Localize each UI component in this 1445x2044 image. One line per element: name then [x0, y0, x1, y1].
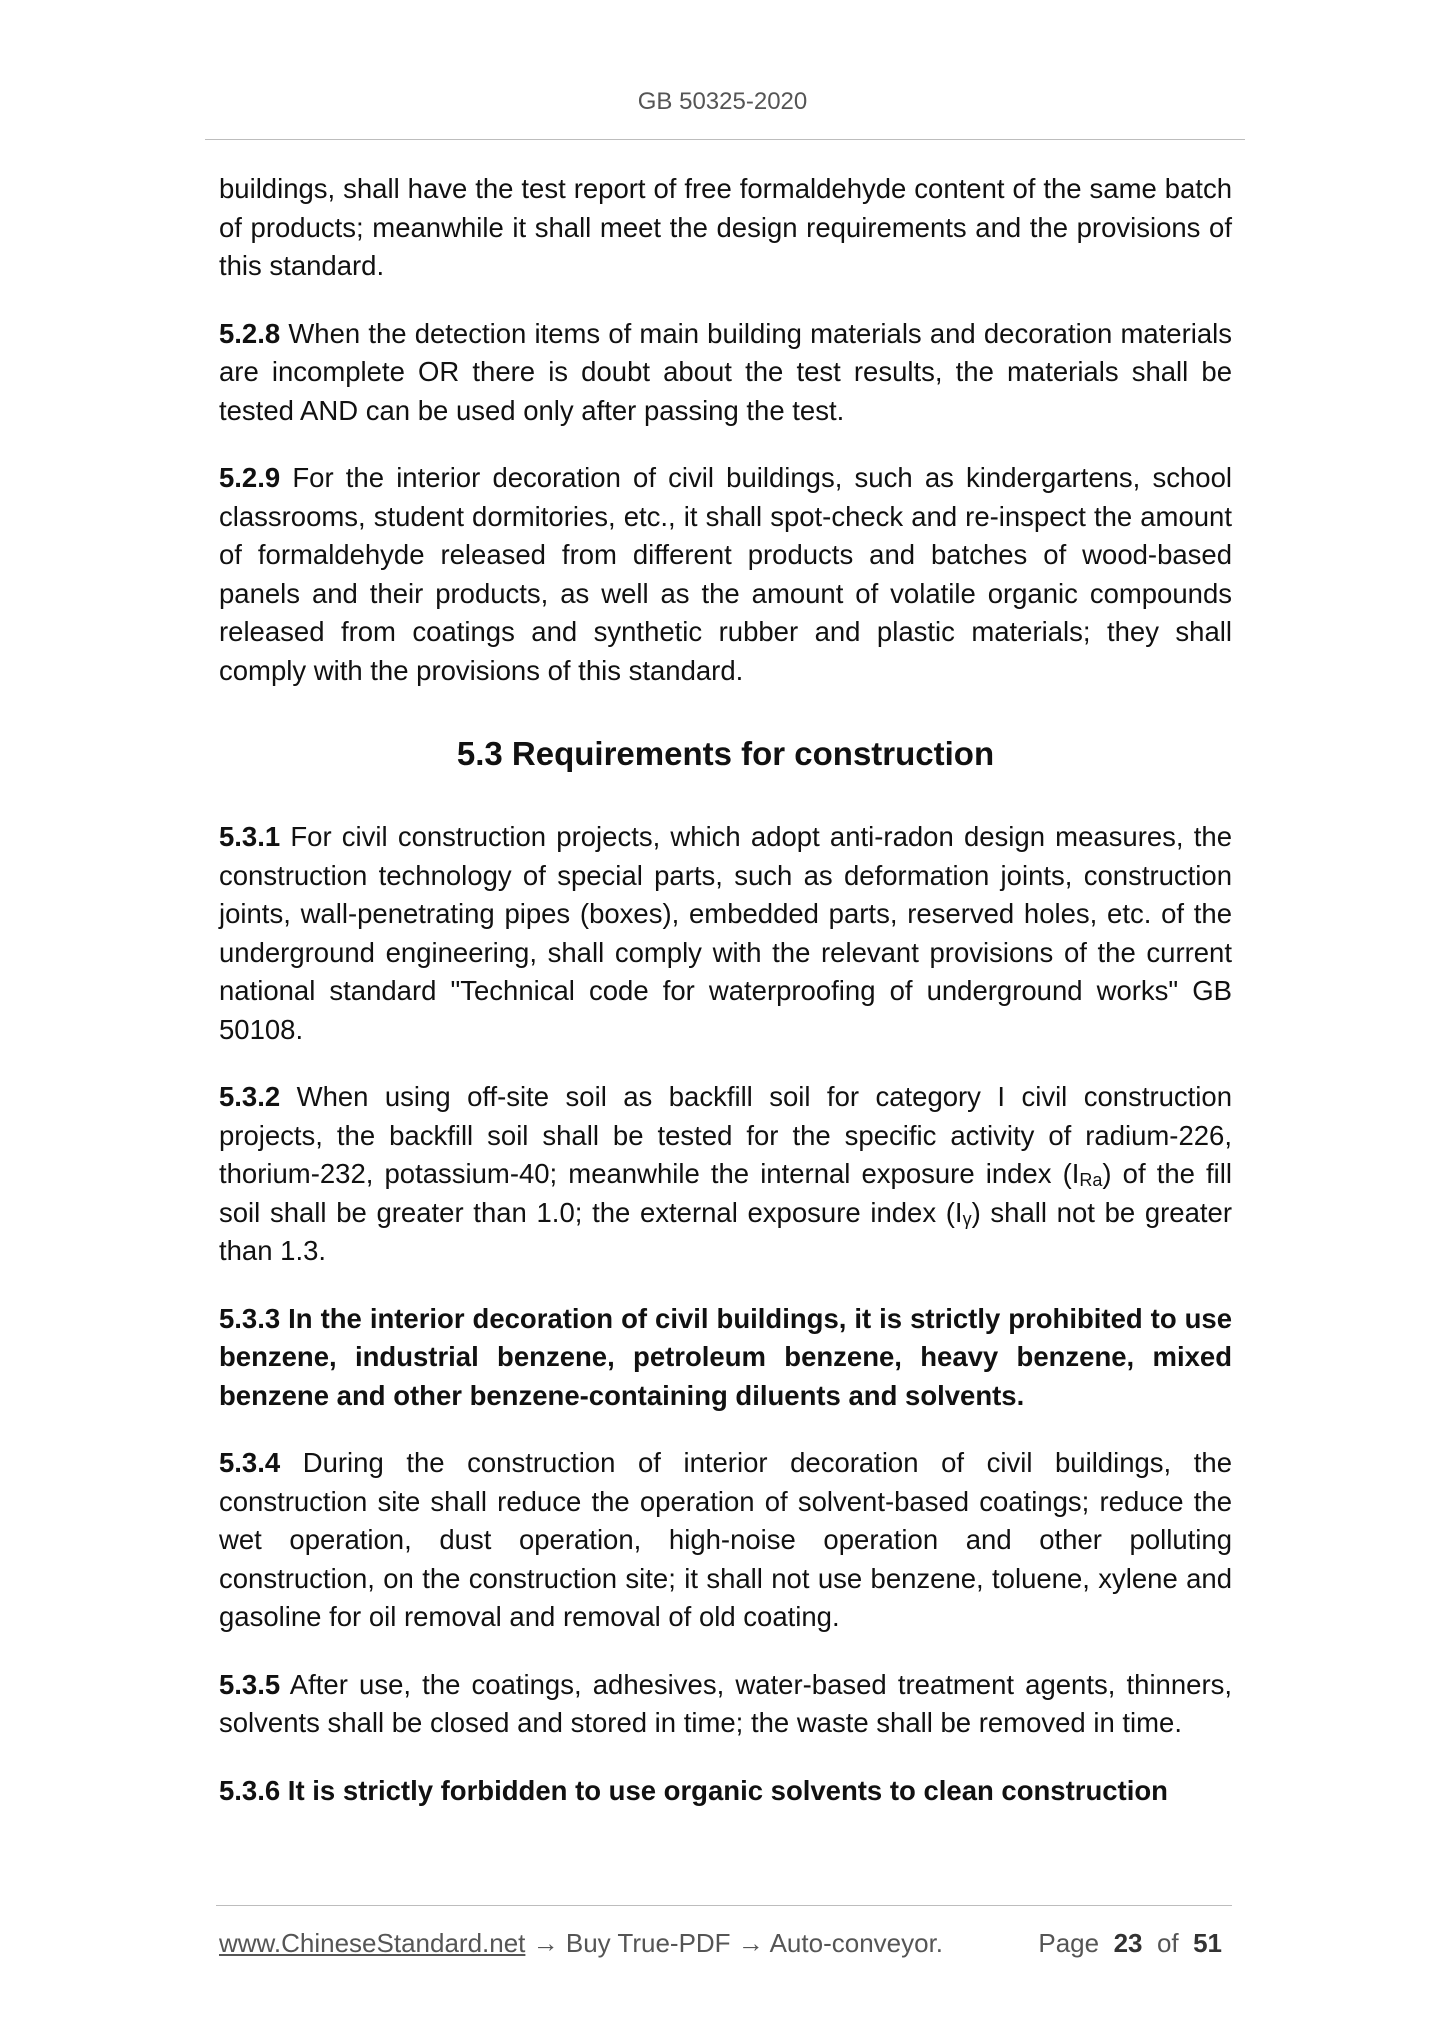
page-header: GB 50325-2020 [637, 88, 808, 115]
clause-text: ) shall not be greater than 1.3. [219, 1196, 1232, 1266]
website-link[interactable]: www.ChineseStandard.net [219, 1928, 526, 1958]
buy-text: Buy True-PDF [565, 1928, 731, 1958]
of-label: of [1156, 1928, 1179, 1958]
arrow-icon: → [730, 1928, 770, 1958]
clause-5-3-4 [219, 1444, 1232, 1637]
page-label: Page [1038, 1928, 1100, 1958]
clause-number: 5.3.4 [219, 1447, 281, 1478]
clause-5-3-6: 5.3.6 It is strictly forbidden to use organic solvents to clean construction [219, 1774, 1168, 1806]
auto-text: Auto-conveyor. [769, 1928, 944, 1958]
clause-5-3-1 [219, 818, 1232, 1049]
page-indicator [1038, 1928, 1222, 1959]
clause-5-3-2 [219, 1078, 1232, 1271]
subscript-ra: Ra [1079, 1170, 1103, 1190]
paragraph-continuation: buildings, shall have the test report of free formaldehyde content of the same batch of products; meanwhile it shall meet the design requirements and the provisions of this standard. [219, 173, 1232, 281]
section-title: 5.3 Requirements for construction [456, 735, 995, 772]
clause-5-3-3: 5.3.3 In the interior decoration of civil buildings, it is strictly prohibited to use benzene, industrial benzene, petroleum benzene, heavy benzene, mixed benzene and other benzene-containing diluents and solvents. [219, 1302, 1232, 1411]
clause-5-2-9 [219, 459, 1232, 690]
clause-number: 5.2.8 [219, 317, 281, 349]
total-pages: 51 [1193, 1928, 1222, 1958]
clause-number: 5.3.5 [219, 1668, 281, 1700]
clause-text: After use, the coatings, adhesives, water-based treatment agents, thinners, solvents shall be closed and stored in time; the waste shall be removed in time. [219, 1668, 1232, 1738]
clause-number: 5.3.2 [219, 1081, 281, 1112]
clause-text: When using off-site soil as backfill soil for category I civil construction projects, the backfill soil shall be tested for the specific activity of radium-226, thorium-232, potassium-40; meanwhile the internal exposure index (I [219, 1081, 1232, 1189]
clause-5-2-8 [219, 315, 1232, 431]
clause-number: 5.2.9 [219, 462, 281, 493]
clause-text: When the detection items of main building materials and decoration materials are incomplete OR there is doubt about the test results, the materials shall be tested AND can be used only after passing the test. [219, 317, 1232, 426]
document-body [219, 170, 1232, 1839]
header-divider [205, 139, 1245, 140]
clause-text: ) of the fill soil shall be greater than 1.0; the external exposure index (I [219, 1158, 1232, 1228]
subscript-gamma: γ [962, 1208, 972, 1229]
page-footer [219, 1928, 1232, 1959]
clause-number: 5.3.1 [219, 821, 281, 852]
arrow-icon: → [525, 1928, 566, 1958]
clause-text: For the interior decoration of civil buildings, such as kindergartens, school classrooms, student dormitories, etc., it shall spot-check and re-inspect the amount of formaldehyde released from different products and batches of wood-based panels and their products, as well as the amount of volatile organic compounds released from coatings and synthetic rubber and plastic materials; they shall comply with the provisions of this standard. [219, 462, 1232, 686]
clause-5-3-5 [219, 1666, 1232, 1743]
footer-divider [216, 1905, 1232, 1906]
page-number: 23 [1113, 1928, 1143, 1958]
clause-text: During the construction of interior decoration of civil buildings, the construction site shall reduce the operation of solvent-based coatings; reduce the wet operation, dust operation, high-noise operation and other polluting construction, on the construction site; it shall not use benzene, toluene, xylene and gasoline for oil removal and removal of old coating. [219, 1447, 1232, 1632]
clause-text: For civil construction projects, which adopt anti-radon design measures, the construction technology of special parts, such as deformation joints, construction joints, wall-penetrating pipes (boxes), embedded parts, reserved holes, etc. of the underground engineering, shall comply with the relevant provisions of the current national standard "Technical code for waterproofing of underground works" GB 50108. [219, 821, 1232, 1045]
